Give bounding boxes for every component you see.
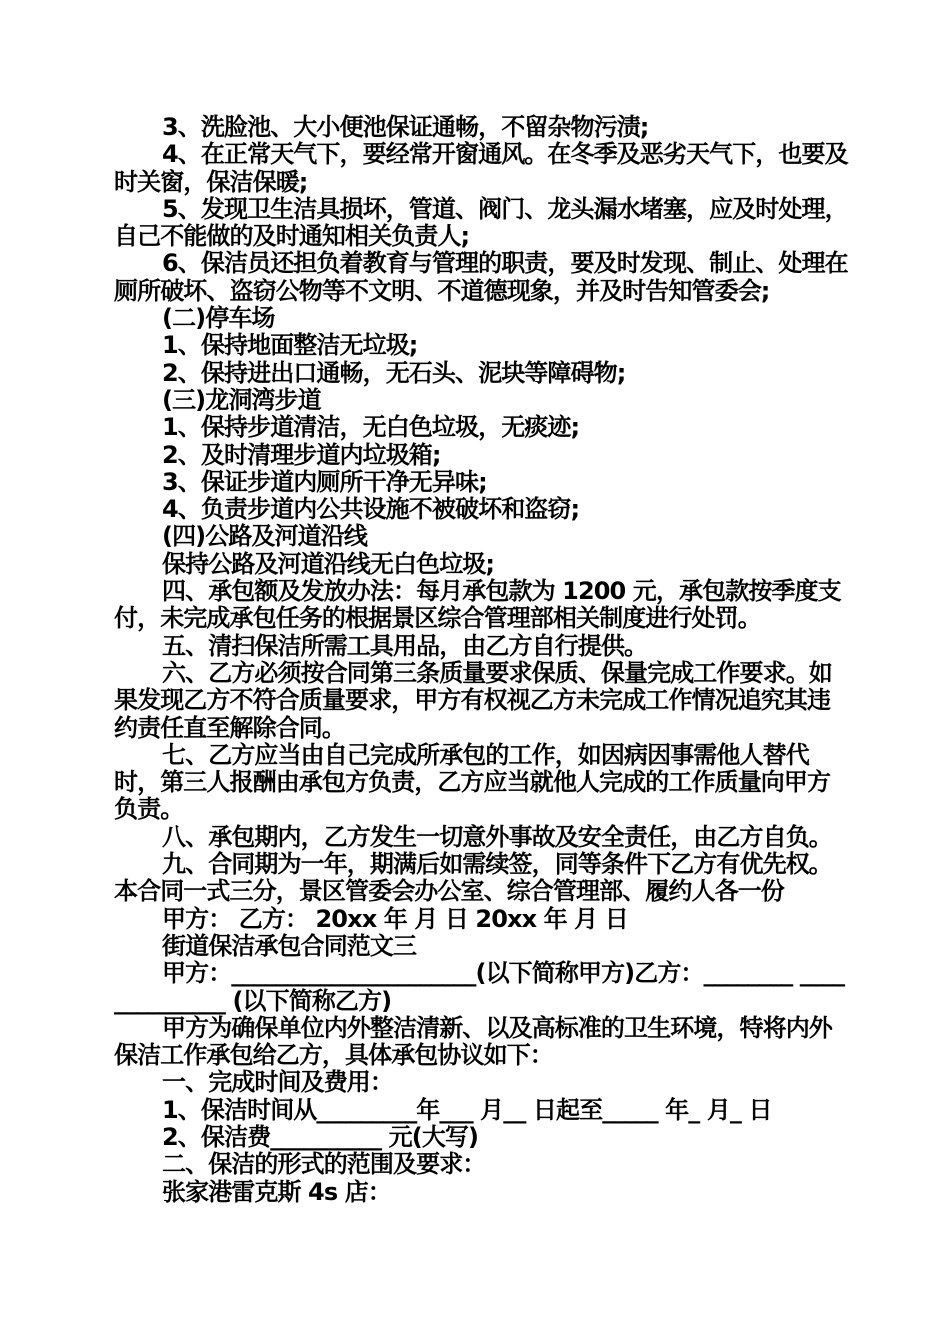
- paragraph-trail-2: 2、及时清理步道内垃圾箱;: [162, 440, 441, 469]
- paragraph-article-5: 五、清扫保洁所需工具用品，由乙方自行提供。: [162, 631, 648, 660]
- paragraph-parking-2: 2、保持进出口通畅，无石头、泥块等障碍物;: [162, 358, 626, 387]
- paragraph-road: 保持公路及河道沿线无白色垃圾;: [162, 549, 495, 578]
- paragraph-cleaning-fee: 2、保洁费__________ 元(大写): [162, 1122, 479, 1151]
- paragraph-clause-4: 4、在正常天气下，要经常开窗通风。在冬季及恶劣天气下，也要及时关窗，保洁保暖;: [114, 140, 848, 196]
- section-heading-time-fee: 一、完成时间及费用：: [162, 1068, 393, 1097]
- signature-line: 甲方： 乙方： 20xx 年 月 日 20xx 年 月 日: [162, 904, 628, 933]
- paragraph-article-7: 七、乙方应当由自己完成所承包的工作，如因病因事需他人替代时，第三人报酬由承包方负责，乙方应当就他人完成的工作质量向甲方负责。: [114, 740, 831, 824]
- section-heading-parking: (二)停车场: [162, 304, 275, 333]
- paragraph-intro: 甲方为确保单位内外整洁清新、以及高标准的卫生环境，特将内外保洁工作承包给乙方，具体承包协议如下：: [114, 1013, 832, 1070]
- paragraph-clause-5: 5、发现卫生洁具损坏，管道、阀门、龙头漏水堵塞，应及时处理，自己不能做的及时通知相关负责人;: [114, 194, 848, 251]
- document-title-sample-3: 街道保洁承包合同范文三: [162, 931, 417, 960]
- paragraph-trail-4: 4、负责步道内公共设施不被破坏和盗窃;: [162, 495, 580, 524]
- parties-line: 甲方：______________________(以下简称甲方)乙方：________ ______________ (以下简称乙方): [114, 959, 845, 1015]
- paragraph-article-6: 六、乙方必须按合同第三条质量要求保质、保量完成工作要求。如果发现乙方不符合质量要求，甲方有权视乙方未完成工作情况追究其违约责任直至解除合同。: [114, 658, 832, 742]
- paragraph-copies: 本合同一式三分，景区管委会办公室、综合管理部、履约人各一份: [114, 877, 784, 906]
- document-body: [114, 114, 849, 1206]
- section-heading-scope: 二、保洁的形式的范围及要求：: [162, 1150, 486, 1179]
- paragraph-parking-1: 1、保持地面整洁无垃圾;: [162, 331, 418, 360]
- section-heading-road: (四)公路及河道沿线: [162, 522, 367, 551]
- paragraph-trail-1: 1、保持步道清洁，无白色垃圾，无痰迹;: [162, 413, 580, 442]
- paragraph-clause-6: 6、保洁员还担负着教育与管理的职责，要及时发现、制止、处理在厕所破坏、盗窃公物等不文明、不道德现象，并及时告知管委会;: [114, 249, 848, 305]
- paragraph-article-9: 九、合同期为一年，期满后如需续签，同等条件下乙方有优先权。: [162, 850, 832, 879]
- paragraph-clause-3: 3、洗脸池、大小便池保证通畅，不留杂物污渍;: [162, 113, 649, 141]
- paragraph-cleaning-time: 1、保洁时间从_________年___ 月__ 日起至_____ 年_ 月_ 日: [162, 1095, 772, 1124]
- paragraph-location: 张家港雷克斯 4s 店：: [162, 1177, 391, 1206]
- paragraph-article-8: 八、承包期内，乙方发生一切意外事故及安全责任，由乙方自负。: [162, 822, 832, 851]
- paragraph-trail-3: 3、保证步道内厕所干净无异味;: [162, 467, 487, 496]
- paragraph-article-4: 四、承包额及发放办法：每月承包款为 1200 元，承包款按季度支付，未完成承包任务的根据景区综合管理部相关制度进行处罚。: [114, 577, 841, 633]
- section-heading-trail: (三)龙洞湾步道: [162, 385, 321, 414]
